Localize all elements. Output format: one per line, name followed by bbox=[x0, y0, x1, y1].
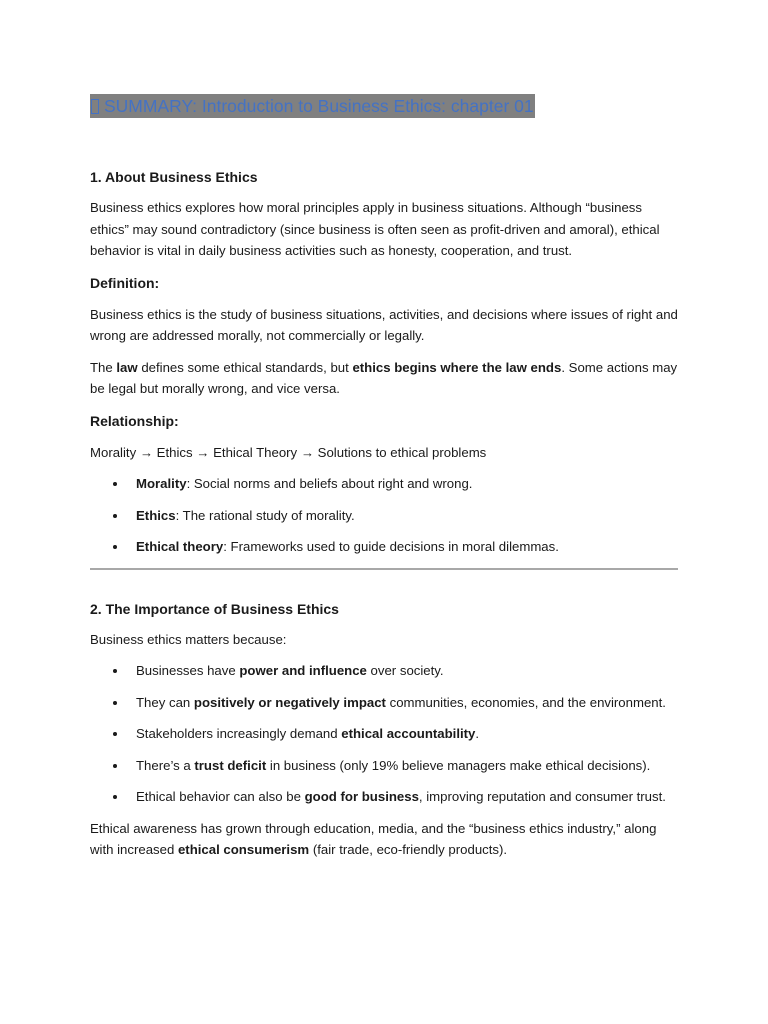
bold-run: trust deficit bbox=[194, 757, 267, 773]
bold-run-ethical-consumerism: ethical consumerism bbox=[177, 842, 310, 857]
list-item-desc: : Frameworks used to guide decisions in moral dilemmas. bbox=[223, 539, 559, 554]
text-run: , improving reputation and consumer trust. bbox=[418, 789, 666, 804]
list-item bbox=[90, 755, 680, 777]
text-run: over society. bbox=[366, 663, 444, 678]
paragraph-closing bbox=[90, 818, 680, 861]
title-block bbox=[90, 94, 680, 118]
list-item-term: Ethics bbox=[136, 507, 176, 523]
list-item bbox=[90, 786, 680, 808]
section-heading-importance: 2. The Importance of Business Ethics bbox=[90, 600, 339, 617]
list-item-desc: : The rational study of morality. bbox=[175, 507, 355, 523]
bold-run-law: law bbox=[116, 359, 138, 375]
text-run: Ethical behavior can also be bbox=[136, 789, 305, 804]
text-run: The bbox=[90, 359, 117, 375]
bold-run-ethics-begins: ethics begins where the law ends bbox=[352, 359, 562, 375]
bulleted-list-terms bbox=[90, 473, 680, 558]
bold-run: ethical accountability bbox=[341, 726, 476, 741]
text-run: defines some ethical standards, but bbox=[137, 359, 353, 375]
text-run: Stakeholders increasingly demand bbox=[136, 726, 342, 741]
text-run: Businesses have bbox=[136, 663, 240, 678]
document-title bbox=[90, 94, 535, 118]
text-run: in business (only 19% believe managers make ethical decisions). bbox=[266, 757, 651, 773]
paragraph-law bbox=[90, 357, 680, 400]
bulleted-list-reasons bbox=[90, 660, 680, 808]
horizontal-divider bbox=[90, 568, 678, 570]
missing-glyph-box-icon bbox=[91, 99, 99, 114]
list-item-term: Ethical theory bbox=[136, 539, 224, 554]
text-run: . bbox=[475, 726, 480, 741]
list-item bbox=[90, 723, 680, 745]
paragraph-importance-intro: Business ethics matters because: bbox=[90, 631, 287, 647]
bold-run: power and influence bbox=[239, 663, 367, 678]
document-body bbox=[90, 94, 680, 871]
document-title-text: SUMMARY: Introduction to Business Ethics: chapter 01 bbox=[104, 96, 534, 116]
relationship-label: Relationship: bbox=[90, 412, 179, 429]
bold-run: positively or negatively impact bbox=[193, 694, 386, 710]
list-item bbox=[90, 692, 680, 714]
list-item-desc: : Social norms and beliefs about right and wrong. bbox=[186, 476, 473, 491]
bold-run: good for business bbox=[304, 789, 419, 804]
list-item-term: Morality bbox=[136, 476, 187, 491]
text-run: (fair trade, eco-friendly products). bbox=[309, 842, 508, 857]
definition-label: Definition: bbox=[90, 274, 160, 291]
list-item bbox=[90, 536, 680, 558]
list-item bbox=[90, 505, 680, 527]
paragraph-definition: Business ethics is the study of business situations, activities, and decisions where issues of right and wrong are addressed morally, not commercially or legally. bbox=[90, 306, 678, 343]
text-run: There’s a bbox=[136, 757, 195, 773]
text-run: Ethical awareness has grown through education, media, and the “business ethics industry,” along with increased bbox=[90, 820, 657, 857]
text-run: communities, economies, and the environment. bbox=[385, 694, 666, 710]
list-item bbox=[90, 473, 680, 495]
text-run: They can bbox=[136, 694, 194, 710]
paragraph-intro: Business ethics explores how moral principles apply in business situations. Although “business ethics” may sound contradictory (since business is often seen as profit-driven and amoral), ethical behavior is vital in daily business activities such as honesty, cooperation, and trust. bbox=[90, 200, 660, 258]
text-run: . Some actions may be legal but morally wrong, and vice versa. bbox=[90, 359, 678, 396]
paragraph-relationship: Morality → Ethics → Ethical Theory → Solutions to ethical problems bbox=[90, 444, 487, 460]
list-item bbox=[90, 660, 680, 682]
section-heading-about: 1. About Business Ethics bbox=[90, 169, 258, 185]
